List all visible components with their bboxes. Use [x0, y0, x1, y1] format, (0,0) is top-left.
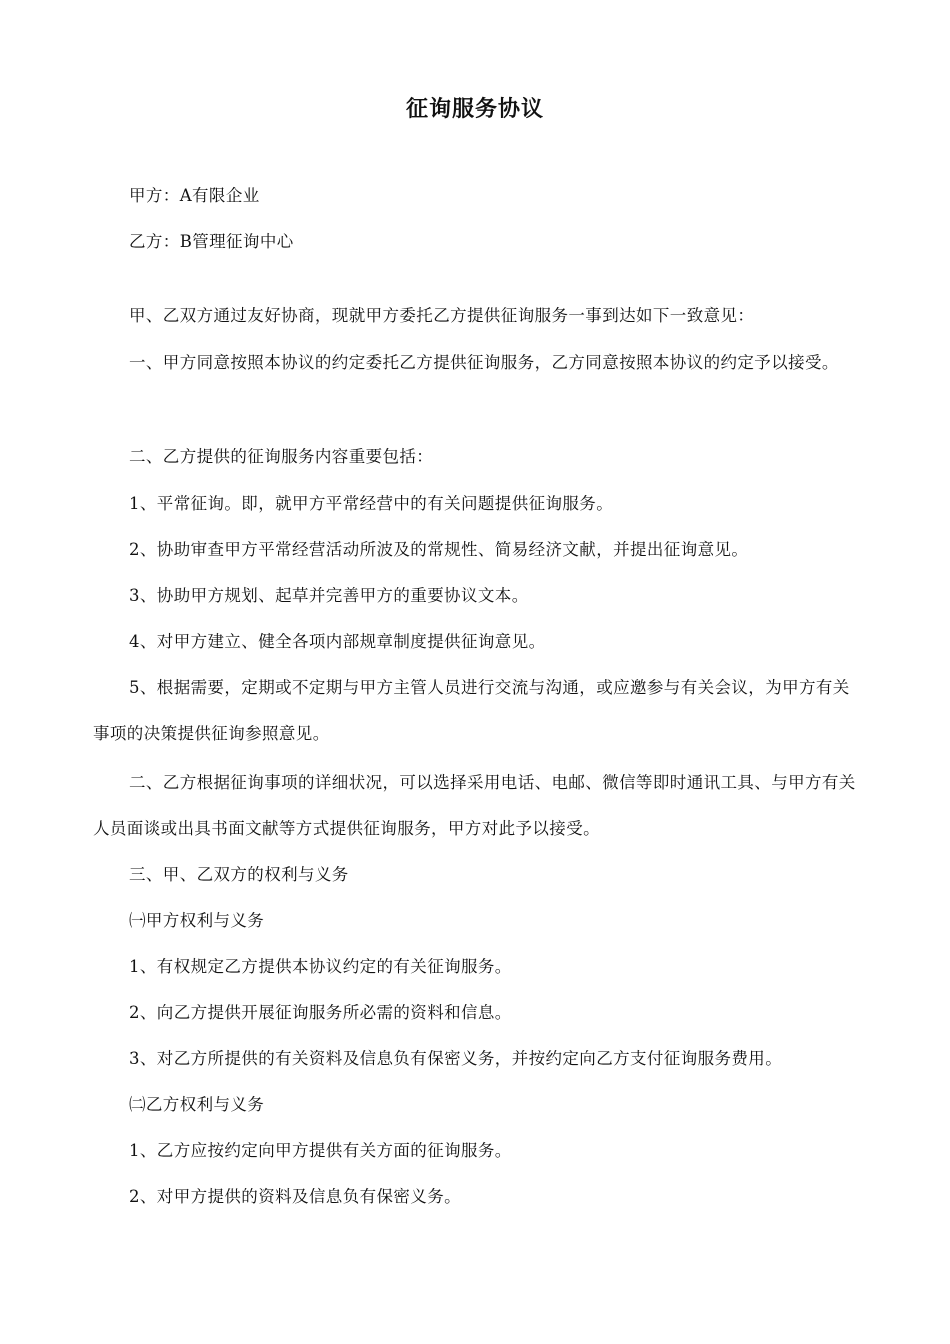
paragraph-party-b-rights-heading: ㈡乙方权利与义务: [129, 1095, 265, 1114]
paragraph-party-a-rights-heading: ㈠甲方权利与义务: [129, 911, 265, 930]
paragraph-item-4: 4、对甲方建立、健全各项内部规章制度提供征询意见。: [129, 632, 546, 651]
document-title: 征询服务协议: [405, 97, 544, 122]
paragraph-item-3: 3、协助甲方规划、起草并完善甲方的重要协议文本。: [129, 586, 529, 605]
paragraph-item-5: 5、根据需要，定期或不定期与甲方主管人员进行交流与沟通，或应邀参与有关会议，为甲方有关事项的决策提供征询参照意见。: [93, 678, 850, 743]
paragraph-party-a-item-2: 2、向乙方提供开展征询服务所必需的资料和信息。: [129, 1003, 512, 1022]
party-b-line: 乙方：B管理征询中心: [129, 232, 294, 251]
paragraph-party-b-item-2: 2、对甲方提供的资料及信息负有保密义务。: [129, 1187, 461, 1206]
party-a-line: 甲方：A有限企业: [129, 186, 260, 205]
paragraph-clause-3: 三、甲、乙双方的权利与义务: [129, 865, 349, 884]
paragraph-clause-2b: 二、乙方根据征询事项的详细状况，可以选择采用电话、电邮、微信等即时通讯工具、与甲方有关人员面谈或出具书面文献等方式提供征询服务，甲方对此予以接受。: [93, 773, 856, 838]
paragraph-party-b-item-1: 1、乙方应按约定向甲方提供有关方面的征询服务。: [129, 1141, 512, 1160]
paragraph-party-a-item-1: 1、有权规定乙方提供本协议约定的有关征询服务。: [129, 957, 512, 976]
paragraph-intro: 甲、乙双方通过友好协商，现就甲方委托乙方提供征询服务一事到达如下一致意见：: [129, 306, 755, 325]
paragraph-item-1: 1、平常征询。即，就甲方平常经营中的有关问题提供征询服务。: [129, 494, 614, 513]
paragraph-clause-2: 二、乙方提供的征询服务内容重要包括：: [129, 447, 434, 466]
paragraph-item-2: 2、协助审查甲方平常经营活动所波及的常规性、简易经济文献，并提出征询意见。: [129, 540, 749, 559]
paragraph-clause-1: 一、甲方同意按照本协议的约定委托乙方提供征询服务，乙方同意按照本协议的约定予以接受。: [129, 353, 839, 372]
paragraph-party-a-item-3: 3、对乙方所提供的有关资料及信息负有保密义务，并按约定向乙方支付征询服务费用。: [129, 1049, 783, 1068]
